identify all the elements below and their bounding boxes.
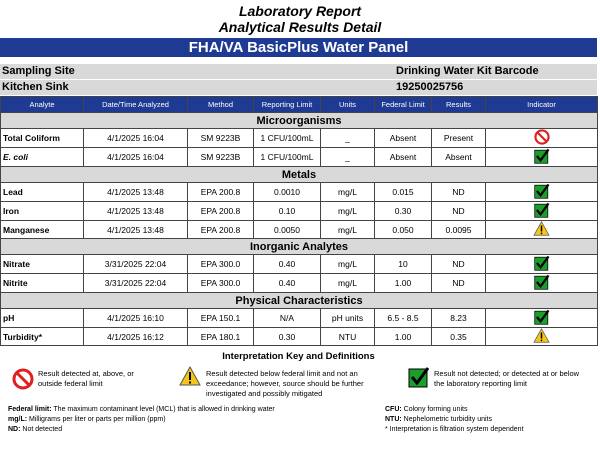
cell-indicator — [486, 255, 598, 274]
cell-indicator — [486, 129, 598, 148]
cell-datetime: 4/1/2025 16:12 — [84, 328, 188, 346]
cell-result: 8.23 — [432, 309, 486, 328]
cell-method: EPA 180.1 — [188, 328, 254, 346]
key-title: Interpretation Key and Definitions — [222, 351, 375, 362]
cell-rl: 0.40 — [254, 274, 321, 293]
column-header: Date/Time Analyzed — [84, 97, 188, 113]
cell-rl: 0.30 — [254, 328, 321, 346]
cell-datetime: 4/1/2025 16:04 — [84, 129, 188, 148]
cell-indicator — [486, 148, 598, 167]
cell-result: ND — [432, 183, 486, 202]
column-header: Results — [432, 97, 486, 113]
cell-datetime: 3/31/2025 22:04 — [84, 255, 188, 274]
cell-rl: N/A — [254, 309, 321, 328]
cell-fed: 1.00 — [375, 328, 432, 346]
cell-rl: 0.0010 — [254, 183, 321, 202]
cell-analyte: Total Coliform — [1, 129, 84, 148]
check-icon — [534, 309, 550, 327]
footnote-mgl: mg/L: Milligrams per liter or parts per million (ppm) — [8, 416, 166, 423]
cell-indicator — [486, 309, 598, 328]
column-header: Units — [321, 97, 375, 113]
cell-method: EPA 200.8 — [188, 183, 254, 202]
cell-result: 0.0095 — [432, 221, 486, 239]
footnote-ntu: NTU: Nephelometric turbidity units — [385, 416, 492, 423]
cell-result: ND — [432, 274, 486, 293]
cell-datetime: 4/1/2025 16:10 — [84, 309, 188, 328]
check-icon — [534, 274, 550, 292]
key-check-text: Result not detected; or detected at or below the laboratory reporting limit — [434, 369, 580, 388]
cell-result: ND — [432, 202, 486, 221]
cell-analyte: E. coli — [1, 148, 84, 167]
cell-units: _ — [321, 129, 375, 148]
cell-rl: 1 CFU/100mL — [254, 129, 321, 148]
cell-fed: 0.30 — [375, 202, 432, 221]
barcode-value: 19250025756 — [396, 81, 464, 93]
cell-rl: 0.40 — [254, 255, 321, 274]
cell-analyte: Nitrite — [1, 274, 84, 293]
cell-result: 0.35 — [432, 328, 486, 346]
table-row — [1, 148, 598, 167]
section-title: Metals — [1, 167, 598, 183]
cell-fed: 10 — [375, 255, 432, 274]
cell-units: mg/L — [321, 183, 375, 202]
cell-analyte: Manganese — [1, 221, 84, 239]
table-row — [1, 309, 598, 328]
cell-units: mg/L — [321, 274, 375, 293]
section-row — [1, 293, 598, 309]
cell-fed: Absent — [375, 129, 432, 148]
check-icon — [534, 255, 550, 273]
cell-units: mg/L — [321, 255, 375, 274]
check-icon — [534, 148, 550, 166]
table-row — [1, 202, 598, 221]
cell-units: pH units — [321, 309, 375, 328]
cell-fed: 6.5 - 8.5 — [375, 309, 432, 328]
column-header: Method — [188, 97, 254, 113]
cell-datetime: 4/1/2025 13:48 — [84, 221, 188, 239]
panel-banner: FHA/VA BasicPlus Water Panel — [0, 38, 597, 57]
cell-method: EPA 200.8 — [188, 202, 254, 221]
cell-datetime: 4/1/2025 13:48 — [84, 183, 188, 202]
table-row — [1, 328, 598, 346]
section-title: Physical Characteristics — [1, 293, 598, 309]
cell-rl: 0.10 — [254, 202, 321, 221]
section-title: Inorganic Analytes — [1, 239, 598, 255]
cell-datetime: 4/1/2025 13:48 — [84, 202, 188, 221]
column-header: Analyte — [1, 97, 84, 113]
cell-result: ND — [432, 255, 486, 274]
cell-indicator — [486, 274, 598, 293]
cell-datetime: 4/1/2025 16:04 — [84, 148, 188, 167]
cell-result: Absent — [432, 148, 486, 167]
section-title: Microorganisms — [1, 113, 598, 129]
key-stop-text: Result detected at, above, or outside federal limit — [38, 369, 134, 388]
cell-indicator — [486, 328, 598, 346]
barcode-label: Drinking Water Kit Barcode — [396, 65, 539, 77]
cell-units: mg/L — [321, 202, 375, 221]
check-icon — [534, 183, 550, 201]
footnote-federal-limit: Federal limit: The maximum contaminant level (MCL) that is allowed in drinking water — [8, 406, 275, 413]
warning-icon — [533, 328, 550, 345]
cell-indicator — [486, 221, 598, 239]
cell-analyte: Lead — [1, 183, 84, 202]
cell-analyte: pH — [1, 309, 84, 328]
footnote-interpretation: * Interpretation is filtration system dependent — [385, 426, 524, 433]
column-header: Indicator — [486, 97, 598, 113]
cell-fed: Absent — [375, 148, 432, 167]
cell-method: EPA 200.8 — [188, 221, 254, 239]
cell-indicator — [486, 202, 598, 221]
stop-icon — [534, 129, 550, 147]
check-icon — [534, 202, 550, 220]
cell-units: NTU — [321, 328, 375, 346]
cell-method: SM 9223B — [188, 148, 254, 167]
warning-icon — [533, 221, 550, 238]
column-header: Federal Limit — [375, 97, 432, 113]
cell-rl: 1 CFU/100mL — [254, 148, 321, 167]
sampling-site-label: Sampling Site — [2, 65, 75, 77]
cell-method: EPA 300.0 — [188, 255, 254, 274]
table-row — [1, 183, 598, 202]
cell-units: mg/L — [321, 221, 375, 239]
cell-method: EPA 300.0 — [188, 274, 254, 293]
report-title: Laboratory Report — [238, 3, 362, 19]
cell-fed: 1.00 — [375, 274, 432, 293]
report-subtitle: Analytical Results Detail — [218, 19, 382, 35]
cell-fed: 0.015 — [375, 183, 432, 202]
column-header: Reporting Limit — [254, 97, 321, 113]
table-row — [1, 221, 598, 239]
site-header-row — [0, 64, 597, 79]
cell-rl: 0.0050 — [254, 221, 321, 239]
table-row — [1, 255, 598, 274]
section-row — [1, 167, 598, 183]
cell-fed: 0.050 — [375, 221, 432, 239]
cell-analyte: Nitrate — [1, 255, 84, 274]
footnote-cfu: CFU: Colony forming units — [385, 406, 468, 413]
table-row — [1, 129, 598, 148]
sampling-site-value: Kitchen Sink — [2, 81, 69, 93]
footnotes-left — [8, 405, 348, 435]
key-warning-icon — [179, 366, 201, 386]
table-header-row — [1, 97, 598, 113]
footnote-nd: ND: Not detected — [8, 426, 63, 433]
key-warning-text: Result detected below federal limit and not an exceedance; however, source should be further investigated and possibly mitigated — [206, 369, 364, 398]
key-check-icon — [408, 366, 430, 388]
cell-analyte: Turbidity* — [1, 328, 84, 346]
cell-analyte: Iron — [1, 202, 84, 221]
cell-units: _ — [321, 148, 375, 167]
cell-result: Present — [432, 129, 486, 148]
cell-method: SM 9223B — [188, 129, 254, 148]
key-stop-icon — [12, 368, 34, 390]
section-row — [1, 239, 598, 255]
cell-datetime: 3/31/2025 22:04 — [84, 274, 188, 293]
section-row — [1, 113, 598, 129]
cell-indicator — [486, 183, 598, 202]
results-table — [0, 96, 598, 346]
footnotes-right — [385, 405, 595, 435]
table-row — [1, 274, 598, 293]
site-value-row — [0, 80, 597, 95]
cell-method: EPA 150.1 — [188, 309, 254, 328]
